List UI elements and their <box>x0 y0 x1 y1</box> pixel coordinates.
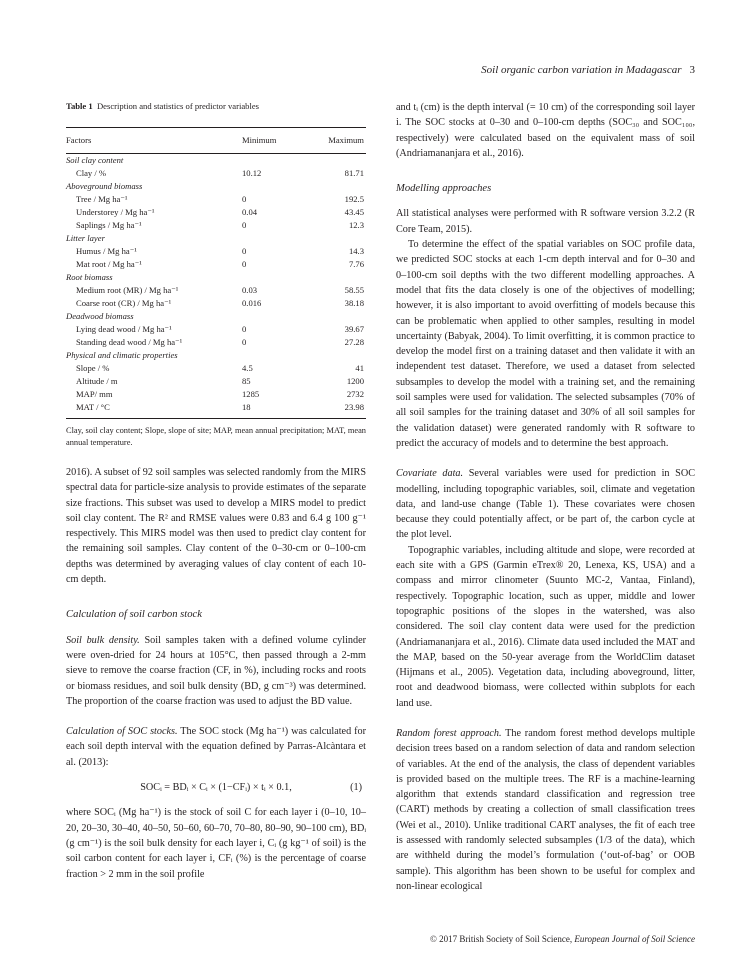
bulk-density-text: Soil samples taken with a defined volume cylinder were oven-dried for 24 hours at 105°C, then passed through a 2-mm sieve to remove the coarse fraction (CF, in %), including rocks and roots or biomass residues, and soil bulk density (BD, g cm⁻³) was determined. The proportion of the coarse fraction was used to adjust the BD value. <box>66 634 366 707</box>
random-forest-paragraph <box>396 726 695 894</box>
col-maximum: Maximum <box>328 135 364 145</box>
table-group-label: Deadwood biomass <box>66 311 134 321</box>
where-paragraph: where SOCᵢ (Mg ha⁻¹) is the stock of soil C for each layer i (0–10, 10–20, 20–30, 30–40, 40–50, 50–60, 60–70, 70–80, 80–90, 90–100 cm), BDᵢ (g cm⁻¹) is the soil bulk density for each layer i, Cᵢ (g kg⁻¹ of soil) is the soil carbon content for each layer i, CFᵢ (%) is the percentage of coarse fraction > 2 mm in the soil profile <box>66 807 366 880</box>
table-cell-maximum: 58.55 <box>344 285 364 295</box>
left-paragraph-1: 2016). A subset of 92 soil samples was selected randomly from the MIRS spectral data for particle-size analysis to provide estimates of the separate size fractions. This subset was used to develop a MIRS model to predict soil clay content. The R² and RMSE values were 0.83 and 6.4 g 100 g⁻¹ respectively. This MIRS model was then used to predict clay content for the remaining soil samples. Clay content of the 0–30-cm or 0–100-cm depths was determined by averaging values of clay content of each 10-cm depth. <box>66 467 366 586</box>
footer-journal: European Journal of Soil Science <box>574 934 695 944</box>
table-group-row <box>66 154 366 168</box>
soc-text: The SOC stock (Mg ha⁻¹) was calculated for each soil depth interval with the equation defined by Parras-Alcàntara et al. (2013): <box>66 726 366 768</box>
table-group-label: Aboveground biomass <box>66 181 143 191</box>
section-heading-modelling: Modelling approaches <box>396 183 492 195</box>
table-cell-factor: Mat root / Mg ha⁻¹ <box>76 259 142 269</box>
table-row <box>66 284 366 297</box>
table-cell-factor: MAP/ mm <box>76 389 113 399</box>
table-cell-minimum: 18 <box>242 402 251 412</box>
right-paragraph-3: To determine the effect of the spatial variables on SOC profile data, we predicted SOC stocks at each 1-cm depth interval and for 0–30 and 0–100-cm soil depths with the two different modelling approaches. A model that fits the data closely is one of the objectives of modelling; however, it is also important to avoid overfitting of models because this can be problematic when applied to other samples, resulting in model uncertainty (Babyak, 2004). To limit overfitting, it is common practice to develop the model first on a training dataset and then validate it with an independent test dataset. Therefore, we used a dataset from selected subsamples to develop the model with a training set, and the remaining soil samples were used for validation. The selected subsamples (70% of all soil samples for the training dataset and 30% of all soil samples for the validation dataset) were generated randomly with R software to predict the accuracy of models and to determine the best approach. <box>396 239 695 449</box>
table-cell-factor: Lying dead wood / Mg ha⁻¹ <box>76 324 172 334</box>
random-forest-text: The random forest method develops multiple decision trees based on a random selection of data and random selection of variables. At the end of the analysis, the class of dependent variables is provided based on the multiple trees. The RF is a machine-learning algorithm that extends standard classification and regression tree (CART) methods by creating a collection of small classification trees (Wei et al., 2010). Unlike traditional CART analyses, the fit of each tree is assessed with randomly selected subsamples (1/3 of the data), which are withheld during the model’s formulation (‘out-of-bag’ or OOB sample). This algorithm has been shown to be useful for complex and non-linear ecological <box>396 727 695 892</box>
table-1 <box>66 100 366 449</box>
table-row <box>66 219 366 232</box>
table-row <box>66 362 366 375</box>
right-paragraph-4: Topographic variables, including altitude and slope, were recorded at each site with a GPS (Garmin eTrex® 20, Lenexa, KS, USA) and a compass and mirror clinometer (Suunto MC-2, Vantaa, Finland), respectively. Topographic location, such as upper, middle and lower topographic positions of the slopes in the watershed, was also considered. The soil clay content data were used for the prediction (Andriamananjara et al., 2016). Climate data used included the MAT and the MAP, based on the 50-year average from the WorldClim dataset (Hijmans et al., 2005). Vegetation data, including aboveground, litter, root and deadwood biomass, were collected within subplots for each land use. <box>396 544 695 709</box>
section-heading-calc: Calculation of soil carbon stock <box>66 609 202 621</box>
bulk-density-paragraph <box>66 633 366 709</box>
table-group-row <box>66 232 366 245</box>
table-row <box>66 206 366 219</box>
table-group-row <box>66 271 366 284</box>
table-cell-factor: Altitude / m <box>76 376 118 386</box>
soc-head: Calculation of SOC stocks. <box>66 726 178 738</box>
table-cell-minimum: 0.016 <box>242 298 262 308</box>
covariate-head: Covariate data. <box>396 468 464 480</box>
table-cell-factor: Clay / % <box>76 168 107 178</box>
table-row <box>66 388 366 401</box>
equation-text: SOCᵢ = BDᵢ × Cᵢ × (1−CFᵢ) × tᵢ × 0.1, <box>140 782 292 794</box>
footer-copyright: © 2017 British Society of Soil Science, <box>430 934 575 944</box>
page-footer <box>430 934 695 944</box>
table-label: Table 1 <box>66 101 93 111</box>
table-group-label: Physical and climatic properties <box>66 350 178 360</box>
running-title: Soil organic carbon variation in Madagascar <box>481 64 682 76</box>
table-cell-minimum: 0 <box>242 220 247 230</box>
right-paragraph-2: All statistical analyses were performed with R software version 3.2.2 (R Core Team, 2015). <box>396 208 695 235</box>
right-column <box>396 100 695 894</box>
table-cell-minimum: 4.5 <box>242 363 253 373</box>
table-row <box>66 167 366 180</box>
table-group-row <box>66 349 366 362</box>
table-cell-factor: Medium root (MR) / Mg ha⁻¹ <box>76 285 179 295</box>
predictor-table <box>66 127 366 419</box>
soc-paragraph <box>66 724 366 770</box>
table-cell-factor: Slope / % <box>76 363 110 373</box>
table-cell-minimum: 85 <box>242 376 251 386</box>
table-cell-minimum: 0 <box>242 246 247 256</box>
equation-number: (1) <box>350 782 362 794</box>
table-cell-minimum: 0 <box>242 259 247 269</box>
covariate-text: Several variables were used for prediction in SOC modelling, including topographic variables, soil, climate and vegetation data, and land-use change (Table 1). These covariates were chosen because they could potentially affect, or be part of, the carbon cycle at the plot level. <box>396 468 695 541</box>
table-cell-minimum: 1285 <box>242 389 260 399</box>
page-number: 3 <box>689 64 695 76</box>
table-cell-maximum: 38.18 <box>344 298 364 308</box>
table-group-label: Soil clay content <box>66 155 124 165</box>
table-cell-maximum: 81.71 <box>344 168 364 178</box>
table-cell-maximum: 27.28 <box>344 337 364 347</box>
table-cell-minimum: 0.04 <box>242 207 258 217</box>
table-cell-factor: Understorey / Mg ha⁻¹ <box>76 207 155 217</box>
table-cell-maximum: 12.3 <box>348 220 364 230</box>
table-caption-text: Description and statistics of predictor variables <box>96 101 260 111</box>
table-cell-factor: Coarse root (CR) / Mg ha⁻¹ <box>76 298 172 308</box>
running-header <box>481 64 695 76</box>
table-row <box>66 245 366 258</box>
equation-1 <box>66 780 366 795</box>
table-cell-maximum: 41 <box>355 363 364 373</box>
right-paragraph-1: and tᵢ (cm) is the depth interval (= 10 cm) of the corresponding soil layer i. The SOC stocks at 0–30 and 0–100-cm depths (SOC₃₀ and SOC₁₀₀, respectively) were calculated based on the equivalent mass of soil (Andriamananjara et al., 2016). <box>396 102 695 159</box>
table-row <box>66 401 366 419</box>
table-cell-minimum: 0 <box>242 324 247 334</box>
table-row <box>66 375 366 388</box>
bulk-density-head: Soil bulk density. <box>66 634 140 646</box>
table-cell-factor: Standing dead wood / Mg ha⁻¹ <box>76 337 183 347</box>
table-row <box>66 297 366 310</box>
table-cell-maximum: 43.45 <box>344 207 364 217</box>
table-group-label: Root biomass <box>66 272 113 282</box>
table-group-label: Litter layer <box>66 233 105 243</box>
table-header-row <box>66 128 366 154</box>
table-caption <box>66 100 366 113</box>
table-cell-maximum: 1200 <box>346 376 364 386</box>
table-cell-maximum: 14.3 <box>348 246 364 256</box>
table-row <box>66 336 366 349</box>
table-row <box>66 258 366 271</box>
table-row <box>66 193 366 206</box>
table-note: Clay, soil clay content; Slope, slope of site; MAP, mean annual precipitation; MAT, mean annual temperature. <box>66 426 366 447</box>
table-cell-factor: Saplings / Mg ha⁻¹ <box>76 220 142 230</box>
table-cell-factor: Humus / Mg ha⁻¹ <box>76 246 137 256</box>
table-cell-minimum: 0 <box>242 337 247 347</box>
random-forest-head: Random forest approach. <box>396 727 502 739</box>
col-minimum: Minimum <box>242 135 277 145</box>
table-cell-maximum: 23.98 <box>344 402 364 412</box>
covariate-paragraph <box>396 466 695 542</box>
table-cell-factor: MAT / °C <box>76 402 110 412</box>
table-cell-factor: Tree / Mg ha⁻¹ <box>76 194 128 204</box>
col-factors: Factors <box>66 135 92 145</box>
table-row <box>66 323 366 336</box>
table-cell-maximum: 2732 <box>346 389 364 399</box>
table-cell-minimum: 0.03 <box>242 285 258 295</box>
table-cell-minimum: 0 <box>242 194 247 204</box>
table-cell-maximum: 192.5 <box>344 194 364 204</box>
table-cell-minimum: 10.12 <box>242 168 262 178</box>
table-cell-maximum: 7.76 <box>348 259 364 269</box>
table-group-row <box>66 310 366 323</box>
table-cell-maximum: 39.67 <box>344 324 364 334</box>
table-group-row <box>66 180 366 193</box>
left-column <box>66 100 366 882</box>
table-body <box>66 154 366 419</box>
